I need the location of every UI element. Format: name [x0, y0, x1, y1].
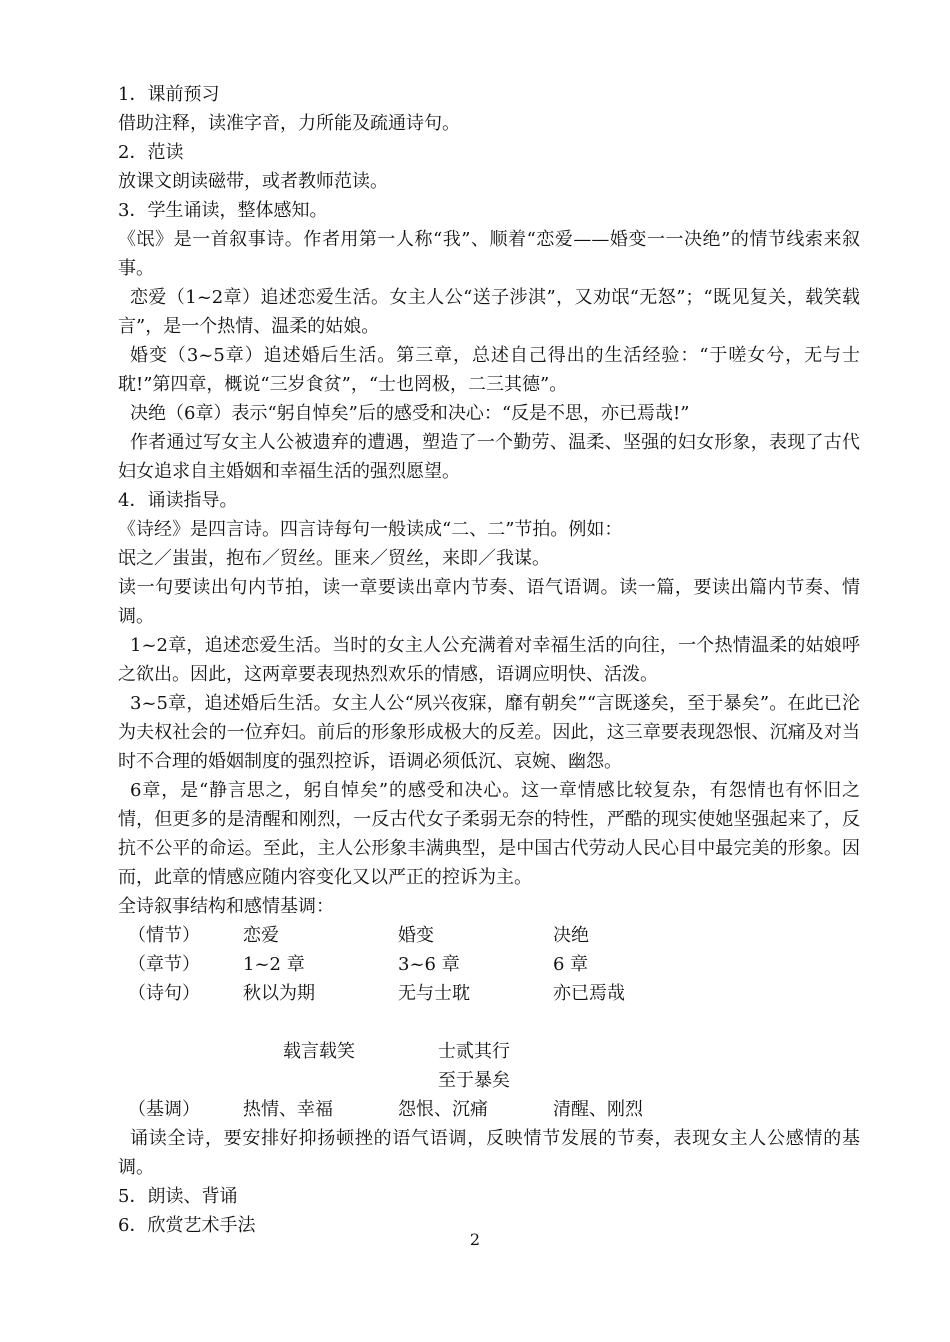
structure-row-lines: [118, 979, 860, 1008]
row-label: （诗句）: [128, 983, 200, 1004]
cell: 6 章: [553, 954, 589, 975]
cell: 无与士耽: [398, 983, 470, 1004]
cell: 清醒、刚烈: [553, 1099, 643, 1120]
paragraph: 读一句要读出句内节拍，读一章要读出章内节奏、语气语调。读一篇，要读出篇内节奏、情调。: [118, 577, 860, 627]
heading-model-reading: 2．范读: [118, 142, 184, 163]
structure-row-extra-2: [118, 1066, 860, 1095]
paragraph: 《诗经》是四言诗。四言诗每句一般读成“二、二”节拍。例如：: [118, 519, 623, 540]
row-label: （基调）: [128, 1099, 200, 1120]
structure-row-extra-1: [118, 1037, 860, 1066]
page-number: 2: [469, 1230, 481, 1249]
cell: 亦已焉哉: [553, 983, 625, 1004]
cell: 士贰其行: [438, 1041, 510, 1062]
paragraph: 《氓》是一首叙事诗。作者用第一人称“我”、顺着“恋爱——婚变一一决绝”的情节线索来叙事。: [118, 229, 860, 279]
cell: 秋以为期: [243, 983, 315, 1004]
row-label: （情节）: [128, 925, 200, 946]
heading-art-appreciation: 6．欣赏艺术手法: [118, 1215, 256, 1236]
cell: 3~6 章: [398, 954, 460, 975]
cell: 1~2 章: [243, 954, 305, 975]
row-label: （章节）: [128, 954, 200, 975]
structure-row-chapter: [118, 950, 860, 979]
paragraph: 6章，是“静言思之，躬自悼矣”的感受和决心。这一章情感比较复杂，有怨情也有怀旧之情，但更多的是清醒和刚烈，一反古代女子柔弱无奈的特性，严酷的现实使她坚强起来了，反抗不公平的命运。至此，主人公形象丰满典型，是中国古代劳动人民心目中最完美的形象。因而，此章的情感应随内容变化又以严正的控诉为主。: [118, 780, 860, 888]
structure-row-plot: [118, 921, 860, 950]
paragraph: 3~5章，追述婚后生活。女主人公“夙兴夜寐，靡有朝矣”“言既遂矣，至于暴矣”。在此已沦为夫权社会的一位弃妇。前后的形象形成极大的反差。因此，这三章要表现怨恨、沉痛及对当时不合理的婚姻制度的强烈控诉，语调必须低沉、哀婉、幽怨。: [118, 693, 860, 772]
cell: 热情、幸福: [243, 1099, 333, 1120]
paragraph: 恋爱（1~2章）追述恋爱生活。女主人公“送子涉淇”，又劝氓“无怒”；“既见复关，载笑载言”，是一个热情、温柔的姑娘。: [118, 287, 860, 337]
cell: 载言载笑: [283, 1041, 355, 1062]
paragraph: 放课文朗读磁带，或者教师范读。: [118, 171, 388, 192]
heading-student-reading: 3．学生诵读，整体感知。: [118, 200, 328, 221]
poem-example: 氓之／蚩蚩，抱布／贸丝。匪来／贸丝，来即／我谋。: [118, 548, 550, 569]
paragraph: 决绝（6章）表示“躬自悼矣”后的感受和决心：“反是不思，亦已焉哉!”: [130, 403, 690, 424]
paragraph: 借助注释，读准字音，力所能及疏通诗句。: [118, 113, 460, 134]
paragraph: 婚变（3~5章）追述婚后生活。第三章，总述自己得出的生活经验：“于嗟女兮，无与士耽!”第四章，概说“三岁食贫”，“士也罔极，二三其德”。: [118, 345, 860, 395]
cell: 决绝: [553, 925, 589, 946]
paragraph: 作者通过写女主人公被遗弃的遭遇，塑造了一个勤劳、温柔、坚强的妇女形象，表现了古代妇女追求自主婚姻和幸福生活的强烈愿望。: [118, 432, 860, 482]
paragraph: 1~2章，追述恋爱生活。当时的女主人公充满着对幸福生活的向往，一个热情温柔的姑娘呼之欲出。因此，这两章要表现热烈欢乐的情感，语调应明快、活泼。: [118, 635, 860, 685]
table-intro: 全诗叙事结构和感情基调：: [118, 896, 334, 917]
paragraph: 诵读全诗，要安排好抑扬顿挫的语气语调，反映情节发展的节奏，表现女主人公感情的基调。: [118, 1128, 860, 1178]
cell: 怨恨、沉痛: [398, 1099, 488, 1120]
heading-reading-guide: 4．诵读指导。: [118, 490, 238, 511]
cell: 婚变: [398, 925, 434, 946]
cell: 恋爱: [243, 925, 279, 946]
heading-recite: 5．朗读、背诵: [118, 1186, 238, 1207]
structure-row-tone: [118, 1095, 860, 1124]
heading-preview: 1．课前预习: [118, 84, 220, 105]
cell: 至于暴矣: [438, 1070, 510, 1091]
